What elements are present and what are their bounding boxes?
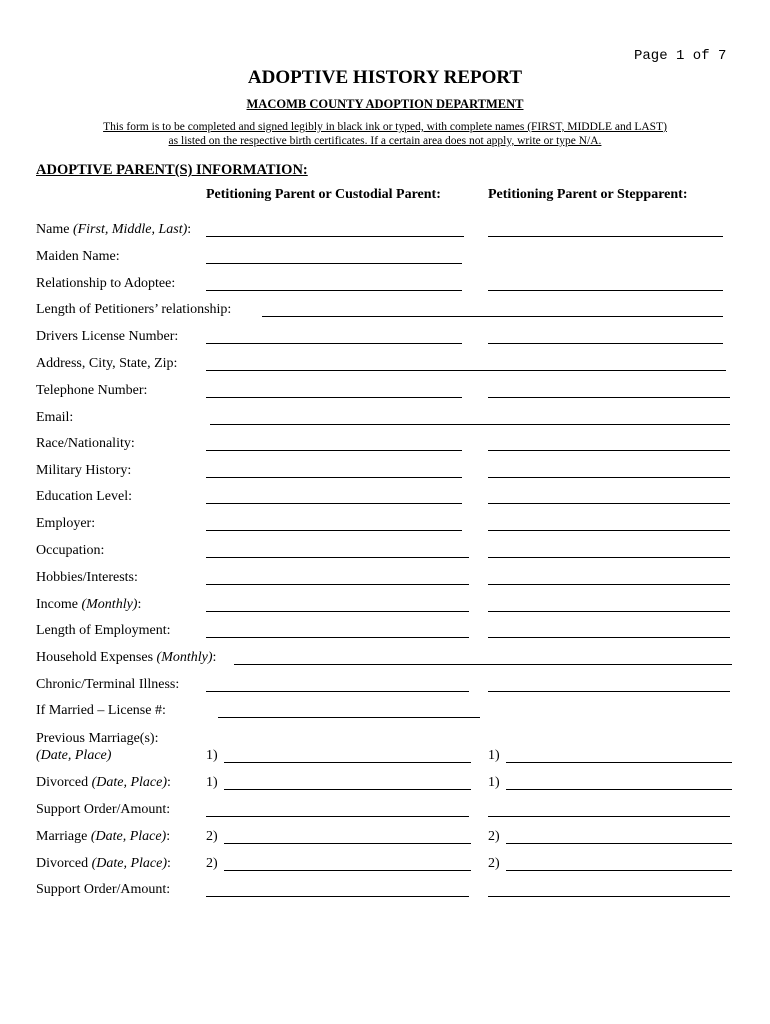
marriage-2-field-col1[interactable] [224, 843, 471, 844]
income-field-col1[interactable] [206, 611, 469, 612]
address-field[interactable] [206, 370, 726, 371]
illness-field-col2[interactable] [488, 691, 730, 692]
employment-length-field-col1[interactable] [206, 637, 469, 638]
label-occupation: Occupation: [36, 543, 105, 558]
entry-number-1-col2: 1) [488, 748, 500, 763]
education-field-col1[interactable] [206, 503, 462, 504]
entry-number-1-col1: 1) [206, 748, 218, 763]
divorced-1-field-col2[interactable] [506, 789, 732, 790]
drivers-license-field-col2[interactable] [488, 343, 723, 344]
marriage-2-field-col2[interactable] [506, 843, 732, 844]
occupation-field-col2[interactable] [488, 557, 730, 558]
label-previous-marriages-hint: (Date, Place) [36, 748, 112, 763]
entry-number-2-col1: 2) [206, 829, 218, 844]
label-drivers-license: Drivers License Number: [36, 329, 179, 344]
occupation-field-col1[interactable] [206, 557, 469, 558]
label-household-expenses: Household Expenses (Monthly): [36, 650, 217, 665]
employer-field-col1[interactable] [206, 530, 462, 531]
divorced-2-field-col1[interactable] [224, 870, 471, 871]
label-illness: Chronic/Terminal Illness: [36, 677, 180, 692]
label-support-order-1: Support Order/Amount: [36, 802, 171, 817]
hobbies-field-col1[interactable] [206, 584, 469, 585]
support-order-1-field-col1[interactable] [206, 816, 469, 817]
instructions-line-1: This form is to be completed and signed legibly in black ink or typed, with complete names (FIRST, MIDDLE and LAST) [103, 121, 667, 133]
label-employment-length: Length of Employment: [36, 623, 171, 638]
income-field-col2[interactable] [488, 611, 730, 612]
telephone-field-col1[interactable] [206, 397, 462, 398]
label-employer: Employer: [36, 516, 96, 531]
military-field-col2[interactable] [488, 477, 730, 478]
household-expenses-field[interactable] [234, 664, 732, 665]
race-field-col2[interactable] [488, 450, 730, 451]
label-address: Address, City, State, Zip: [36, 356, 178, 371]
column-header-stepparent: Petitioning Parent or Stepparent: [488, 187, 688, 202]
maiden-name-field-col1[interactable] [206, 263, 462, 264]
entry-number-2-col2: 2) [488, 829, 500, 844]
label-race: Race/Nationality: [36, 436, 135, 451]
label-email: Email: [36, 410, 74, 425]
divorced-1-field-col1[interactable] [224, 789, 471, 790]
email-field[interactable] [210, 424, 730, 425]
divorced-2-field-col2[interactable] [506, 870, 732, 871]
department-subtitle: MACOMB COUNTY ADOPTION DEPARTMENT [246, 97, 524, 111]
military-field-col1[interactable] [206, 477, 462, 478]
hobbies-field-col2[interactable] [488, 584, 730, 585]
label-income: Income (Monthly): [36, 597, 142, 612]
drivers-license-field-col1[interactable] [206, 343, 462, 344]
label-relationship: Relationship to Adoptee: [36, 276, 176, 291]
name-field-col2[interactable] [488, 236, 723, 237]
label-previous-marriages: Previous Marriage(s): [36, 731, 159, 746]
label-marriage-license: If Married – License #: [36, 703, 166, 718]
education-field-col2[interactable] [488, 503, 730, 504]
label-relationship-length: Length of Petitioners’ relationship: [36, 302, 232, 317]
employer-field-col2[interactable] [488, 530, 730, 531]
label-support-order-2: Support Order/Amount: [36, 882, 171, 897]
label-hobbies: Hobbies/Interests: [36, 570, 138, 585]
race-field-col1[interactable] [206, 450, 462, 451]
support-order-1-field-col2[interactable] [488, 816, 730, 817]
label-name: Name (First, Middle, Last): [36, 222, 192, 237]
support-order-2-field-col1[interactable] [206, 896, 469, 897]
label-maiden-name: Maiden Name: [36, 249, 120, 264]
column-header-custodial-parent: Petitioning Parent or Custodial Parent: [206, 187, 441, 202]
page-title: ADOPTIVE HISTORY REPORT [247, 67, 523, 88]
relationship-field-col1[interactable] [206, 290, 462, 291]
support-order-2-field-col2[interactable] [488, 896, 730, 897]
previous-marriage-1-field-col1[interactable] [224, 762, 471, 763]
label-education: Education Level: [36, 489, 133, 504]
instructions-line-2: as listed on the respective birth certificates. If a certain area does not apply, write or type N/A. [168, 135, 602, 147]
label-military: Military History: [36, 463, 132, 478]
telephone-field-col2[interactable] [488, 397, 730, 398]
label-telephone: Telephone Number: [36, 383, 148, 398]
relationship-length-field[interactable] [262, 316, 723, 317]
entry-number-2-col2-divorced: 2) [488, 856, 500, 871]
marriage-license-field[interactable] [218, 717, 480, 718]
label-divorced-1: Divorced (Date, Place): [36, 775, 171, 790]
relationship-field-col2[interactable] [488, 290, 723, 291]
employment-length-field-col2[interactable] [488, 637, 730, 638]
entry-number-1-col2-divorced: 1) [488, 775, 500, 790]
label-marriage-2: Marriage (Date, Place): [36, 829, 171, 844]
name-field-col1[interactable] [206, 236, 464, 237]
section-title: ADOPTIVE PARENT(S) INFORMATION: [36, 162, 308, 178]
page-number: Page 1 of 7 [634, 48, 727, 64]
entry-number-2-col1-divorced: 2) [206, 856, 218, 871]
illness-field-col1[interactable] [206, 691, 469, 692]
label-divorced-2: Divorced (Date, Place): [36, 856, 171, 871]
previous-marriage-1-field-col2[interactable] [506, 762, 732, 763]
entry-number-1-col1-divorced: 1) [206, 775, 218, 790]
